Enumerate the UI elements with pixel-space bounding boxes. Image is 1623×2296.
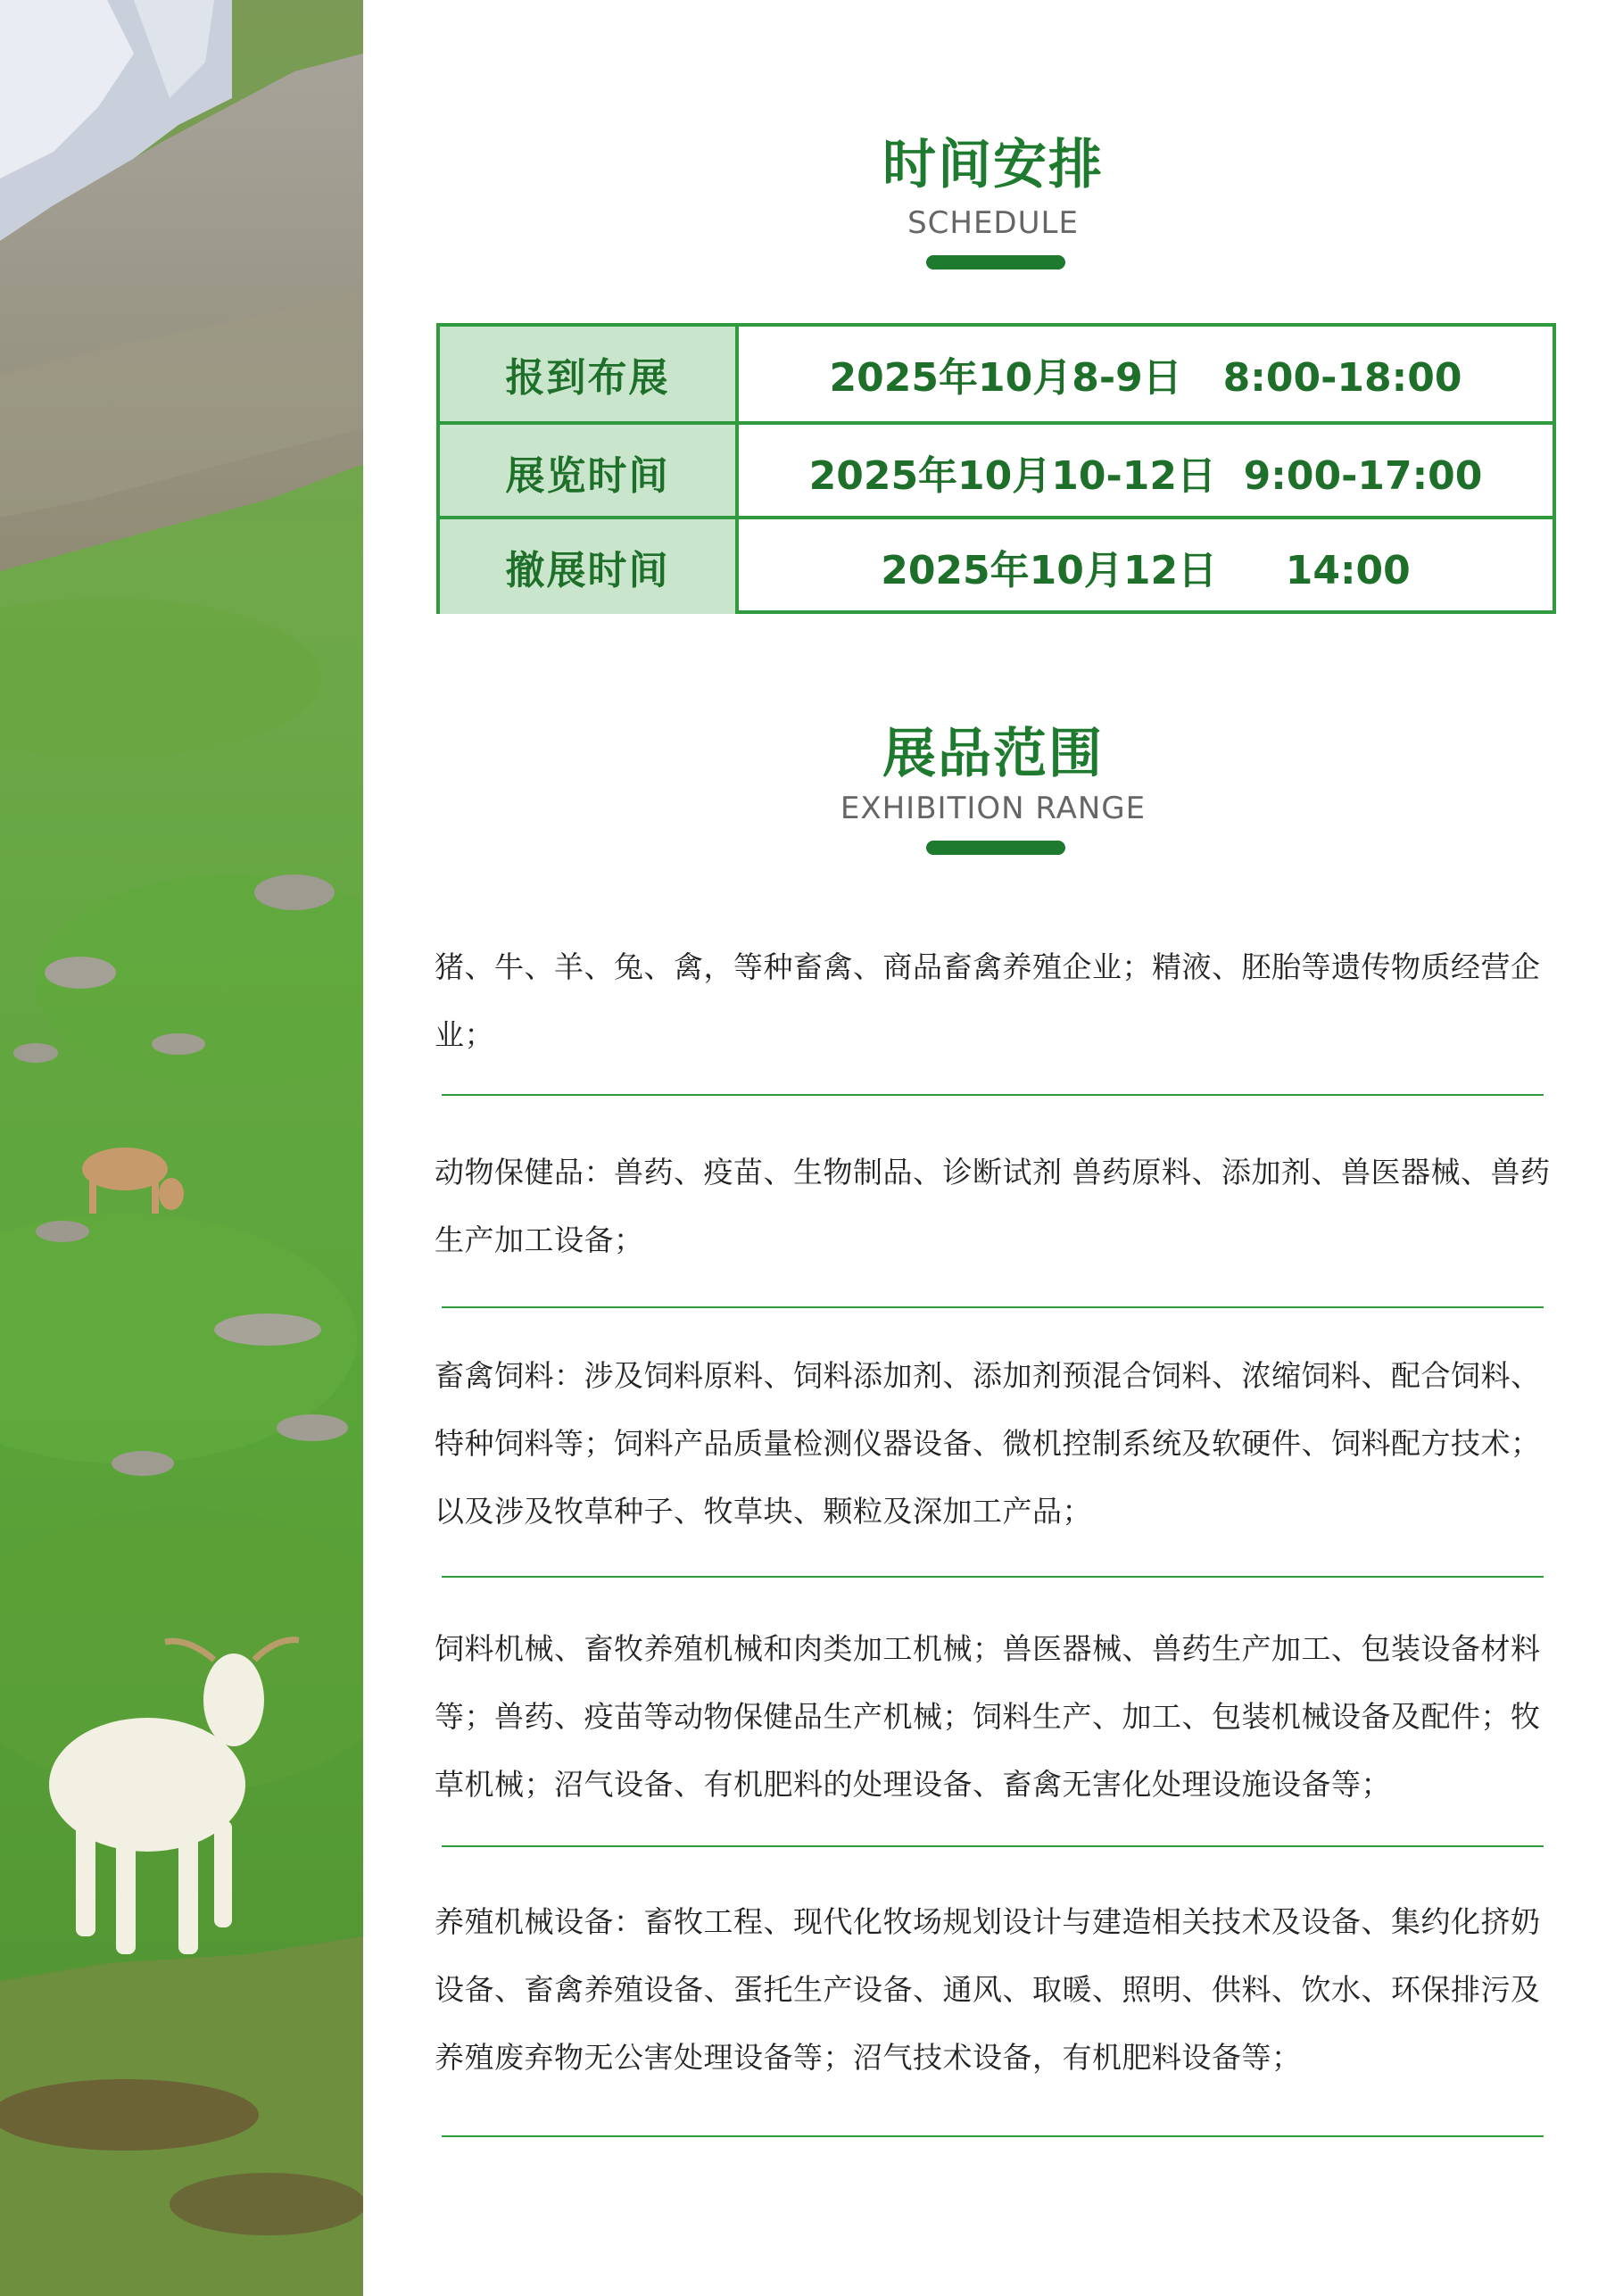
pasture-photo (0, 0, 363, 2296)
schedule-row (440, 421, 1553, 519)
schedule-row-value: 2025年10月10-12日 9:00-17:00 (808, 453, 1483, 499)
range-title: 展品范围 (882, 723, 1104, 785)
divider-line (442, 2135, 1544, 2137)
range-paragraph: 饲料机械、畜牧养殖机械和肉类加工机械；兽医器械、兽药生产加工、包装设备材料等；兽药、疫苗等动物保健品生产机械；饲料生产、加工、包装机械设备及配件；牧草机械；沼气设备、有机肥料的处理设备、畜禽无害化处理设施设备等； (435, 1631, 1541, 1802)
schedule-row-label: 报到布展 (440, 327, 739, 421)
divider-line (442, 1845, 1544, 1847)
range-subtitle: EXHIBITION RANGE (840, 791, 1147, 826)
schedule-row (440, 516, 1553, 614)
schedule-title: 时间安排 (882, 134, 1104, 196)
range-paragraph: 畜禽饲料：涉及饲料原料、饲料添加剂、添加剂预混合饲料、浓缩饲料、配合饲料、特种饲料等；饲料产品质量检测仪器设备、微机控制系统及软硬件、饲料配方技术；以及涉及牧草种子、牧草块、颗粒及深加工产品； (435, 1358, 1541, 1529)
content-panel (363, 0, 1623, 2296)
range-paragraph: 动物保健品：兽药、疫苗、生物制品、诊断试剂 兽药原料、添加剂、兽医器械、兽药生产加工设备； (435, 1155, 1551, 1257)
range-paragraph: 养殖机械设备：畜牧工程、现代化牧场规划设计与建造相关技术及设备、集约化挤奶设备、畜禽养殖设备、蛋托生产设备、通风、取暖、照明、供料、饮水、环保排污及养殖废弃物无公害处理设备等；沼气技术设备，有机肥料设备等； (435, 1904, 1541, 2075)
schedule-row-value: 2025年10月12日 14:00 (881, 548, 1411, 593)
schedule-row-value: 2025年10月8-9日 8:00-18:00 (829, 355, 1462, 401)
divider-line (442, 1094, 1544, 1096)
schedule-row-label: 展览时间 (440, 425, 739, 519)
schedule-underline (926, 255, 1065, 269)
schedule-row-label: 撤展时间 (440, 519, 739, 614)
schedule-row (440, 327, 1553, 421)
schedule-subtitle: SCHEDULE (907, 205, 1079, 241)
range-paragraph: 猪、牛、羊、兔、禽，等种畜禽、商品畜禽养殖企业；精液、胚胎等遗传物质经营企业； (435, 949, 1541, 1052)
divider-line (442, 1576, 1544, 1578)
range-underline (926, 841, 1065, 855)
divider-line (442, 1306, 1544, 1308)
schedule-table (436, 323, 1556, 614)
